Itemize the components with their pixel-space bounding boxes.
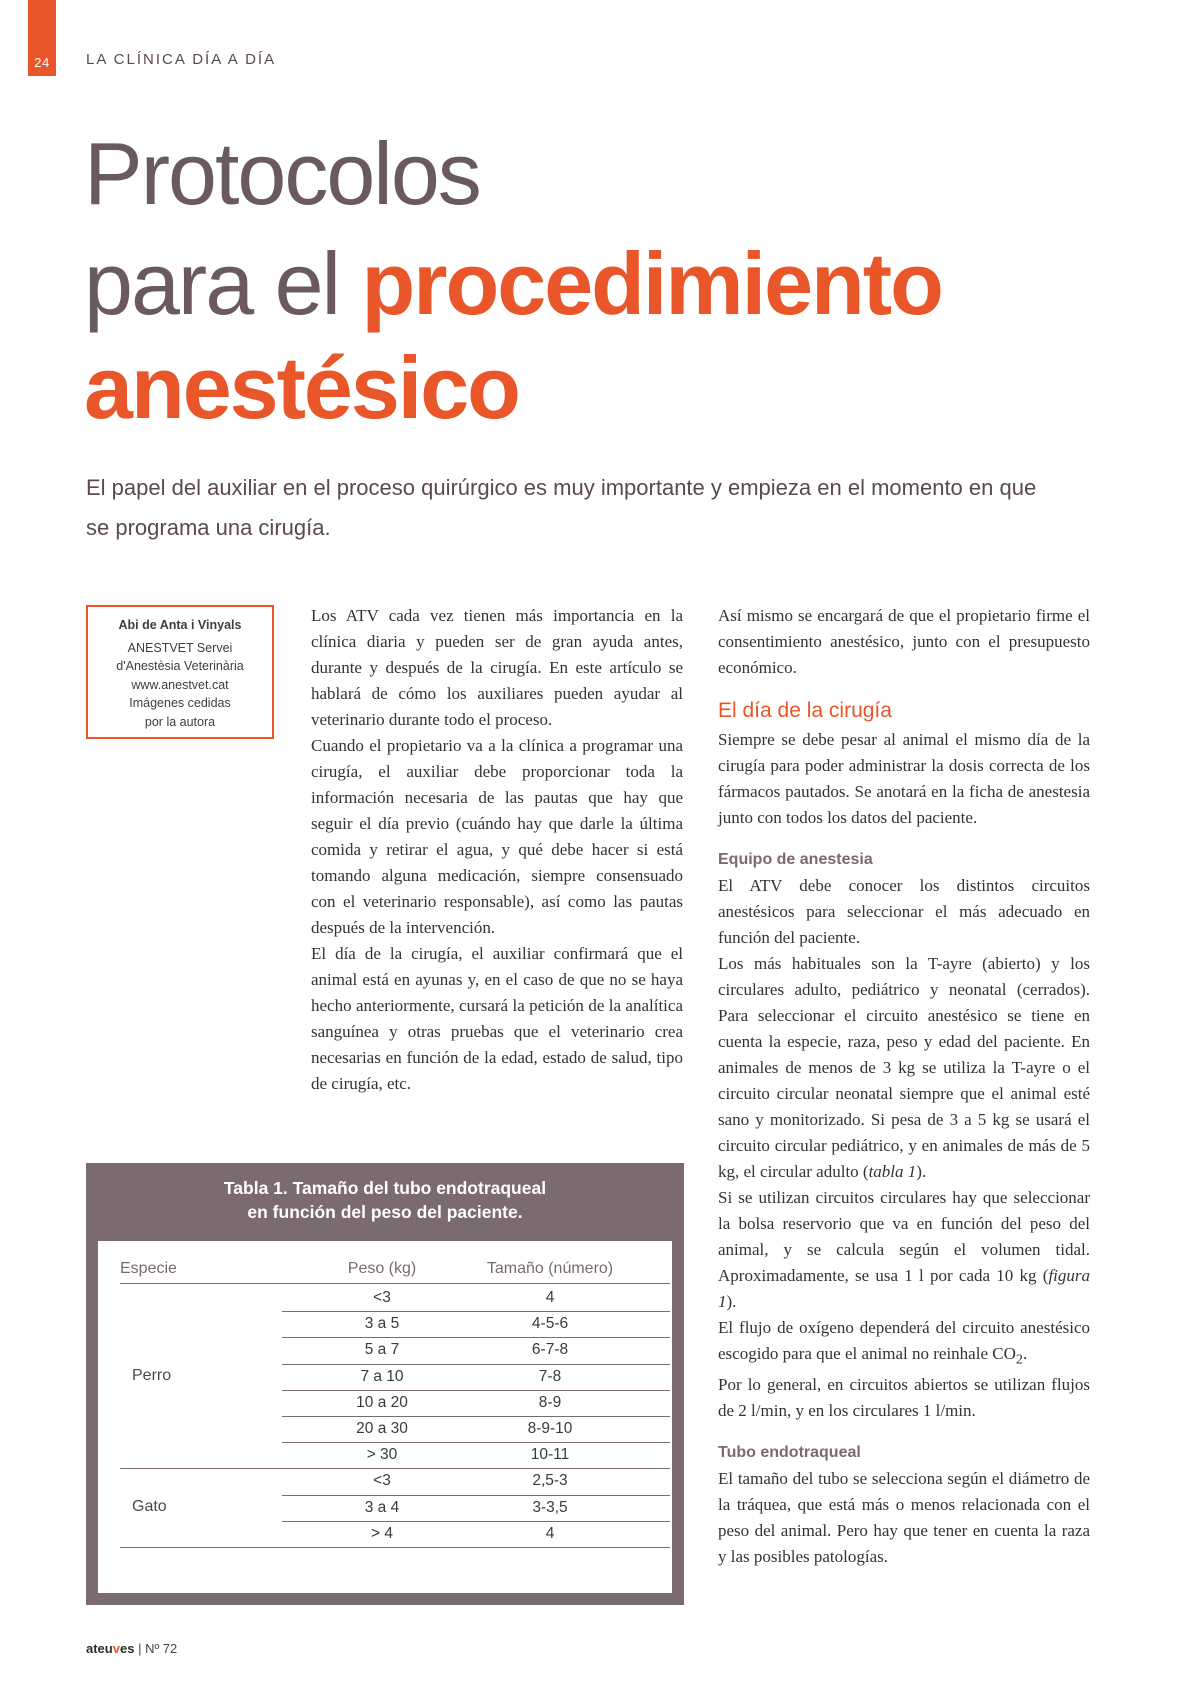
separator: |: [138, 1641, 146, 1656]
row-rule: [282, 1416, 670, 1417]
cell-size: 4-5-6: [531, 1315, 569, 1333]
row-rule: [282, 1521, 670, 1522]
paragraph: El ATV debe conocer los distintos circuitos anestésicos para seleccionar el más adecuado en función del paciente.: [718, 876, 1090, 947]
table-1: [86, 1163, 684, 1605]
cell-weight: > 4: [371, 1524, 393, 1542]
text: Los más habituales son la T-ayre (abierto) y los circulares adulto, pediátrico y neonatal (cerrados). Para seleccionar el circuito anestésico se tiene en cuenta la especie, raza, peso y edad del paciente. En animales de menos de 3 kg se utiliza la T-ayre o el circuito circular neonatal siempre que el animal esté sano y monitorizado. Si pesa de 3 a 5 kg se usará el circuito circular pediátrico, y en animales de más de 5 kg, el circular adulto (: [718, 954, 1090, 1181]
row-rule: [282, 1442, 670, 1443]
magazine-brand: [86, 1641, 134, 1656]
paragraph: El día de la cirugía, el auxiliar confirmará que el animal está en ayunas y, en el caso de que no se haya hecho anteriormente, cursará la petición de la analítica sanguínea y otras pruebas que el veterinario crea necesarias en función de la edad, estado de salud, tipo de cirugía, etc.: [311, 944, 683, 1093]
title-plain: para el: [84, 234, 362, 333]
cell-weight: 3 a 5: [364, 1315, 400, 1333]
author-line: por la autora: [144, 714, 216, 729]
section-label: LA CLÍNICA DÍA A DÍA: [86, 51, 277, 68]
author-website: www.anestvet.cat: [131, 677, 229, 692]
author-line: d'Anestèsia Veterinària: [116, 659, 244, 673]
row-rule: [282, 1364, 670, 1365]
paragraph: El tamaño del tubo se selecciona según el diámetro de la tráquea, que está más o menos relacionada con el peso del animal. Pero hay que tener en cuenta la raza y las posibles patologías.: [718, 1469, 1090, 1567]
paragraph: Por lo general, en circuitos abiertos se utilizan flujos de 2 l/min, y en los circulares 1 l/min.: [718, 1375, 1090, 1421]
table-reference: tabla 1: [868, 1162, 917, 1181]
brand-part: v: [112, 1641, 120, 1656]
title-line-3: anestésico: [84, 338, 519, 437]
cell-size: 6-7-8: [531, 1341, 569, 1359]
row-rule: [120, 1468, 670, 1469]
text: Si se utilizan circuitos circulares hay que seleccionar la bolsa reservorio que va en función del peso del animal, y se calcula según el volumen tidal. Aproximadamente, se usa 1 l por cada 10 kg (: [718, 1188, 1090, 1285]
cell-size: 8-9-10: [527, 1420, 573, 1437]
paragraph: Así mismo se encargará de que el propietario firme el consentimiento anestésico, junto con el presupuesto económico.: [718, 606, 1090, 677]
figure-reference: figura 1: [718, 1266, 1090, 1311]
paragraph: [718, 951, 1090, 1185]
text: ).: [726, 1292, 737, 1311]
cell-species: Gato: [132, 1497, 167, 1515]
issue-number: Nº 72: [145, 1641, 178, 1656]
text: ).: [916, 1162, 927, 1181]
cell-weight: <3: [373, 1289, 391, 1306]
cell-weight: 5 a 7: [364, 1341, 400, 1359]
page-number-tab: [28, 0, 56, 76]
text: .: [1022, 1344, 1028, 1363]
table-title-line-1: Tabla 1. Tamaño del tubo endotraqueal: [223, 1178, 547, 1198]
row-rule: [282, 1337, 670, 1338]
cell-size: 2,5-3: [532, 1472, 568, 1490]
body-column-1: [311, 603, 683, 1097]
cell-weight: 7 a 10: [360, 1367, 404, 1385]
column-header-species: Especie: [120, 1260, 177, 1277]
cell-size: 7-8: [538, 1367, 562, 1385]
cell-weight: > 30: [366, 1446, 398, 1464]
cell-species: Perro: [132, 1366, 172, 1384]
paragraph: [718, 1185, 1090, 1315]
paragraph: Siempre se debe pesar al animal el mismo día de la cirugía para poder administrar la dosis correcta de los fármacos pautados. Se anotará en la ficha de anestesia junto con todos los datos del paciente.: [718, 730, 1090, 827]
title-line-1: Protocolos: [84, 124, 480, 223]
column-header-size: Tamaño (número): [486, 1260, 614, 1277]
brand-part: ateu: [86, 1641, 113, 1656]
title-line-2: [84, 234, 942, 334]
cell-weight: 3 a 4: [364, 1498, 400, 1516]
author-box: [86, 605, 274, 739]
row-rule: [282, 1390, 670, 1391]
cell-size: 4: [545, 1289, 555, 1306]
cell-size: 10-11: [530, 1446, 570, 1464]
column-header-weight: Peso (kg): [347, 1260, 417, 1277]
section-heading-dia-cirugia: El día de la cirugía: [718, 699, 892, 722]
author-line: Imágenes cedidas: [129, 696, 231, 710]
paragraph: Los ATV cada vez tienen más importancia en la clínica diaria y pueden ser de gran ayuda antes, durante y después de la cirugía. En este artículo se hablará de cómo los auxiliares pueden ayudar al veterinario durante todo el proceso.: [311, 606, 683, 729]
cell-weight: 20 a 30: [356, 1420, 408, 1437]
cell-size: 4: [545, 1524, 555, 1542]
lead-paragraph: El papel del auxiliar en el proceso quirúrgico es muy importante y empieza en el momento en que se programa una cirugía.: [86, 475, 1037, 540]
row-rule: [282, 1495, 670, 1496]
paragraph: [718, 1315, 1090, 1372]
cell-size: 8-9: [538, 1393, 562, 1411]
title-accent: procedimiento: [361, 234, 942, 333]
table-title: [86, 1176, 684, 1224]
cell-size: 3-3,5: [532, 1498, 568, 1516]
row-rule: [120, 1547, 670, 1548]
header-rule: [120, 1283, 670, 1284]
cell-weight: <3: [373, 1472, 391, 1490]
subheading-tubo: Tubo endotraqueal: [718, 1444, 861, 1462]
footer: [86, 1641, 177, 1656]
row-rule: [282, 1311, 670, 1312]
brand-part: es: [119, 1641, 135, 1656]
cell-weight: 10 a 20: [356, 1393, 408, 1411]
subscript: 2: [1015, 1351, 1023, 1368]
page-number: 24: [34, 55, 50, 70]
paragraph: Cuando el propietario va a la clínica a programar una cirugía, el auxiliar debe proporcionar toda la información necesaria de las pautas que hay que seguir el día previo (cuándo hay que darle la última comida y retirar el agua, y qué debe hacer si está tomando alguna medicación, siempre consensuado con el veterinario responsable), así como las pautas después de la intervención.: [311, 736, 683, 937]
text: El flujo de oxígeno dependerá del circuito anestésico escogido para que el animal no reinhale CO: [718, 1318, 1090, 1363]
table-body: [98, 1241, 672, 1593]
table-title-line-2: en función del peso del paciente.: [247, 1202, 523, 1222]
author-name: Abi de Anta i Vinyals: [118, 618, 242, 632]
body-column-2: [718, 603, 1090, 1570]
subheading-equipo: Equipo de anestesia: [718, 851, 873, 868]
author-line: ANESTVET Servei: [127, 640, 233, 655]
